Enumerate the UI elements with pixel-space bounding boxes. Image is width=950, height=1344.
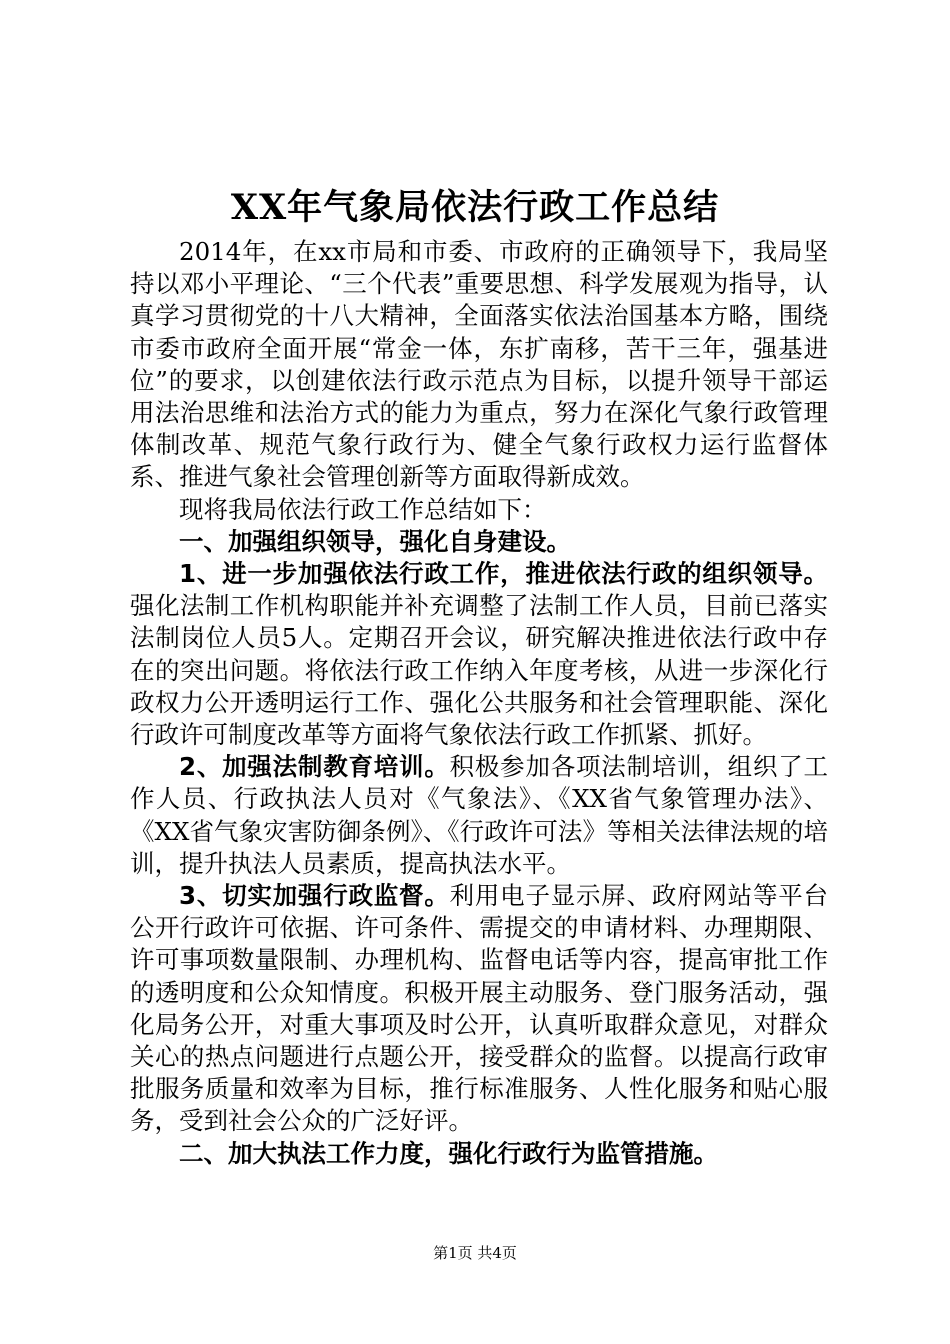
section-1-heading: 一、加强组织领导，强化自身建设。 <box>179 526 571 556</box>
item-1-paragraph <box>130 558 828 751</box>
item-2-paragraph <box>130 751 828 880</box>
item-3-body: 利用电子显示屏、政府网站等平台公开行政许可依据、许可条件、需提交的申请材料、办理期限、许可事项数量限制、办理机构、监督电话等内容，提高审批工作的透明度和公众知情度。积极开展主动服务、登门服务活动，强化局务公开，对重大事项及时公开，认真听取群众意见，对群众关心的热点问题进行点题公开，接受群众的监督。以提高行政审批服务质量和效率为目标，推行标准服务、人性化服务和贴心服务，受到社会公众的广泛好评。 <box>130 881 829 1136</box>
item-2-body: 积极参加各项法制培训，组织了工作人员、行政执法人员对《气象法》、《XX省气象管理办法》、《XX省气象灾害防御条例》、《行政许可法》等相关法律法规的培训，提升执法人员素质，提高执法水平。 <box>130 752 829 878</box>
item-3-lead: 3、切实加强行政监督。 <box>179 881 450 911</box>
item-3-paragraph <box>130 880 828 1138</box>
item-2-lead: 2、加强法制教育培训。 <box>179 752 450 782</box>
intro-paragraph: 2014年，在xx市局和市委、市政府的正确领导下，我局坚持以邓小平理论、“三个代表”重要思想、科学发展观为指导，认真学习贯彻党的十八大精神，全面落实依法治国基本方略，围绕市委市政府全面开展“常金一体，东扩南移，苦干三年，强基进位”的要求，以创建依法行政示范点为目标，以提升领导干部运用法治思维和法治方式的能力为重点，努力在深化气象行政管理体制改革、规范气象行政行为、健全气象行政权力运行监督体系、推进气象社会管理创新等方面取得新成效。 <box>130 237 828 492</box>
summary-line: 现将我局依法行政工作总结如下： <box>179 494 547 524</box>
item-1-lead: 1、进一步加强依法行政工作，推进依法行政的组织领导。 <box>179 559 828 589</box>
document-body <box>130 236 828 1170</box>
document-title: XX年气象局依法行政工作总结 <box>230 187 720 228</box>
page-footer: 第1页 共4页 <box>433 1244 517 1262</box>
section-2-heading: 二、加大执法工作力度，强化行政行为监管措施。 <box>179 1138 718 1168</box>
item-1-body: 强化法制工作机构职能并补充调整了法制工作人员，目前已落实法制岗位人员5人。定期召开会议，研究解决推进依法行政中存在的突出问题。将依法行政工作纳入年度考核，从进一步深化行政权力公开透明运行工作、强化公共服务和社会管理职能、深化行政许可制度改革等方面将气象依法行政工作抓紧、抓好。 <box>130 591 828 750</box>
